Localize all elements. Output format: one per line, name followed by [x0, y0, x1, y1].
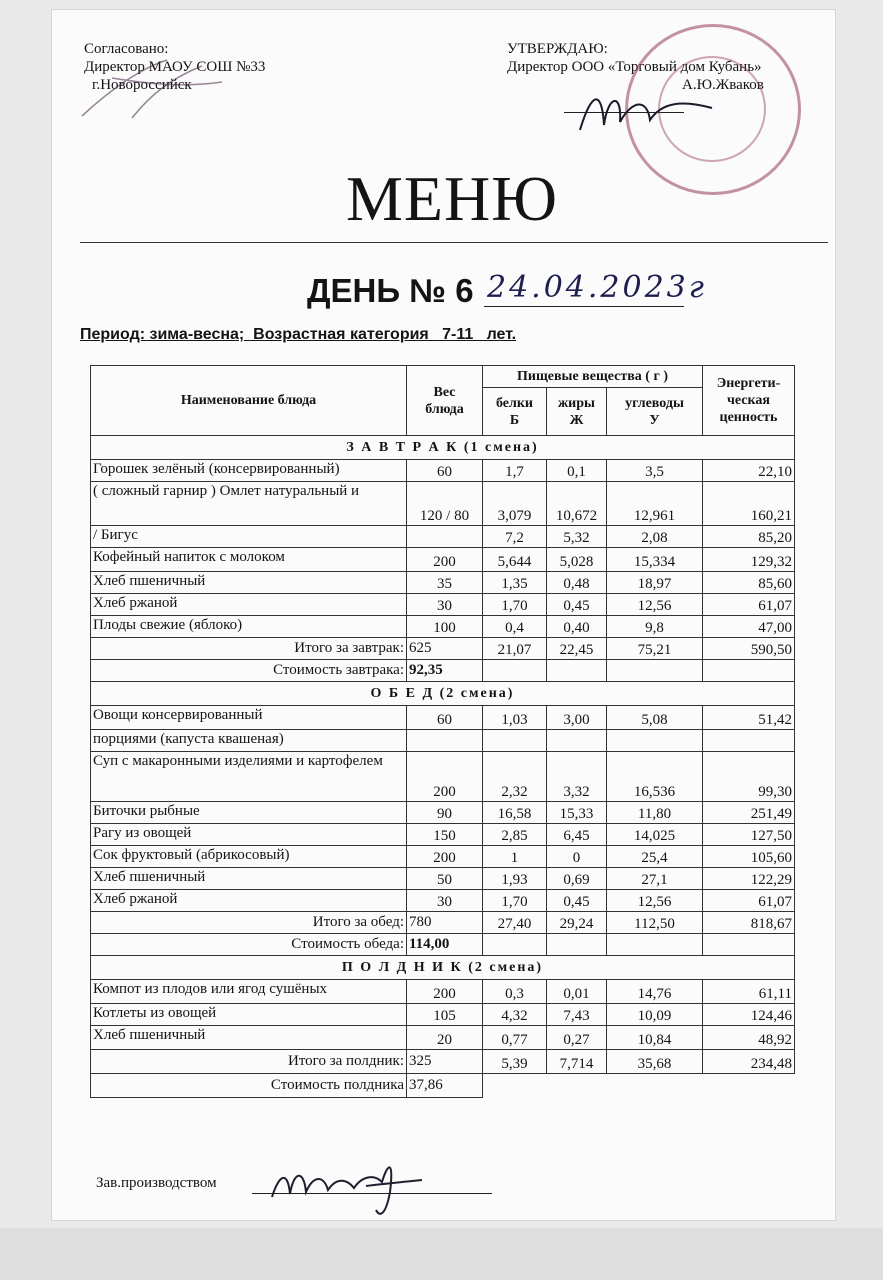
- table-row: [91, 846, 795, 868]
- header-carbs-line2: У: [649, 412, 660, 428]
- lunch-cost-row: [91, 934, 795, 956]
- snack-total-energy: 234,48: [703, 1050, 795, 1074]
- breakfast-cost-value: 92,35: [407, 660, 483, 682]
- day-date-underline: [484, 306, 684, 307]
- dish-weight: 35: [407, 572, 483, 594]
- header-protein-line1: белки: [495, 395, 534, 411]
- dish-weight: 100: [407, 616, 483, 638]
- lunch-rows: [91, 706, 795, 912]
- dish-carbs: 25,4: [607, 846, 703, 868]
- header-carbs: [607, 388, 703, 436]
- dish-energy: 129,32: [703, 548, 795, 572]
- dish-protein: 0,3: [483, 980, 547, 1004]
- header-fat: [547, 388, 607, 436]
- period-line: Период: зима-весна; Возрастная категория 7-11 лет.: [80, 326, 517, 343]
- header-fat-line1: жиры: [558, 395, 595, 411]
- dish-carbs: 12,961: [607, 482, 703, 526]
- dish-fat: 15,33: [547, 802, 607, 824]
- dish-fat: 7,43: [547, 1004, 607, 1026]
- dish-name: Овощи консервированный: [91, 706, 407, 730]
- header-energy-line2: ческая: [727, 393, 770, 408]
- header-dish-name: Наименование блюда: [91, 366, 407, 436]
- breakfast-total-carbs: 75,21: [607, 638, 703, 660]
- snack-total-weight: 325: [407, 1050, 483, 1074]
- section-title-snack: П О Л Д Н И К (2 смена): [91, 956, 795, 980]
- lunch-cost-label: Стоимость обеда:: [91, 934, 407, 956]
- table-row: [91, 1004, 795, 1026]
- approval-right-line2: Директор ООО «Торговый дом Кубань»: [507, 59, 762, 75]
- dish-protein: 5,644: [483, 548, 547, 572]
- snack-total-row: [91, 1050, 795, 1074]
- dish-name: Биточки рыбные: [91, 802, 407, 824]
- dish-energy: 61,07: [703, 890, 795, 912]
- dish-protein: 2,32: [483, 752, 547, 802]
- dish-energy: 105,60: [703, 846, 795, 868]
- dish-energy: 51,42: [703, 706, 795, 730]
- dish-weight: [407, 730, 483, 752]
- section-row-snack: [91, 956, 795, 980]
- header-fat-line2: Ж: [569, 412, 584, 428]
- dish-weight: 200: [407, 980, 483, 1004]
- dish-carbs: 14,76: [607, 980, 703, 1004]
- dish-weight: 60: [407, 460, 483, 482]
- header-energy-line3: ценность: [719, 410, 778, 425]
- dish-name: Хлеб пшеничный: [91, 868, 407, 890]
- header-energy-line1: Энергети-: [716, 376, 781, 391]
- table-row: [91, 548, 795, 572]
- header-weight: [407, 366, 483, 436]
- header-nutrients: Пищевые вещества ( г ): [483, 366, 703, 388]
- breakfast-total-weight: 625: [407, 638, 483, 660]
- snack-total-fat: 7,714: [547, 1050, 607, 1074]
- dish-name: ( сложный гарнир ) Омлет натуральный и: [91, 482, 407, 526]
- page-title: МЕНЮ: [346, 163, 558, 234]
- table-row: [91, 526, 795, 548]
- dish-carbs: 11,80: [607, 802, 703, 824]
- dish-weight: 200: [407, 846, 483, 868]
- header-weight-line2: блюда: [425, 401, 464, 417]
- dish-fat: 0,69: [547, 868, 607, 890]
- header-carbs-line1: углеводы: [625, 395, 684, 411]
- dish-protein: 1: [483, 846, 547, 868]
- dish-carbs: 2,08: [607, 526, 703, 548]
- dish-protein: 0,4: [483, 616, 547, 638]
- approval-left-line2: Директор МАОУ СОШ №33: [84, 59, 266, 75]
- dish-carbs: [607, 730, 703, 752]
- snack-cost-label: Стоимость полдника: [91, 1074, 407, 1098]
- dish-energy: 99,30: [703, 752, 795, 802]
- dish-weight: 120 / 80: [407, 482, 483, 526]
- header-protein: [483, 388, 547, 436]
- table-row: [91, 616, 795, 638]
- dish-name: Кофейный напиток с молоком: [91, 548, 407, 572]
- breakfast-total-row: [91, 638, 795, 660]
- dish-energy: 61,07: [703, 594, 795, 616]
- dish-protein: 4,32: [483, 1004, 547, 1026]
- dish-weight: [407, 526, 483, 548]
- breakfast-cost-label: Стоимость завтрака:: [91, 660, 407, 682]
- snack-cost-row: [91, 1074, 795, 1098]
- dish-protein: 16,58: [483, 802, 547, 824]
- breakfast-total-protein: 21,07: [483, 638, 547, 660]
- dish-weight: 150: [407, 824, 483, 846]
- dish-name: Сок фруктовый (абрикосовый): [91, 846, 407, 868]
- lunch-total-carbs: 112,50: [607, 912, 703, 934]
- lunch-total-row: [91, 912, 795, 934]
- dish-weight: 105: [407, 1004, 483, 1026]
- dish-weight: 30: [407, 890, 483, 912]
- approval-right-line1: УТВЕРЖДАЮ:: [507, 41, 608, 57]
- snack-cost-value: 37,86: [407, 1074, 483, 1098]
- lunch-total-label: Итого за обед:: [91, 912, 407, 934]
- dish-protein: 7,2: [483, 526, 547, 548]
- lunch-total-protein: 27,40: [483, 912, 547, 934]
- dish-protein: 2,85: [483, 824, 547, 846]
- dish-weight: 200: [407, 548, 483, 572]
- dish-carbs: 18,97: [607, 572, 703, 594]
- production-manager-signature: [262, 1152, 432, 1220]
- approval-left-line1: Согласовано:: [84, 41, 169, 57]
- dish-fat: 10,672: [547, 482, 607, 526]
- dish-energy: 160,21: [703, 482, 795, 526]
- snack-total-carbs: 35,68: [607, 1050, 703, 1074]
- header-energy: [703, 366, 795, 436]
- dish-fat: 0: [547, 846, 607, 868]
- breakfast-total-fat: 22,45: [547, 638, 607, 660]
- dish-protein: 1,93: [483, 868, 547, 890]
- breakfast-total-energy: 590,50: [703, 638, 795, 660]
- dish-carbs: 10,09: [607, 1004, 703, 1026]
- dish-fat: [547, 730, 607, 752]
- breakfast-total-label: Итого за завтрак:: [91, 638, 407, 660]
- dish-fat: 0,01: [547, 980, 607, 1004]
- header-protein-line2: Б: [509, 412, 520, 428]
- dish-fat: 0,1: [547, 460, 607, 482]
- table-header-row: [91, 366, 795, 388]
- dish-protein: 1,70: [483, 594, 547, 616]
- table-row: [91, 706, 795, 730]
- dish-weight: 50: [407, 868, 483, 890]
- dish-name: Суп с макаронными изделиями и картофелем: [91, 752, 407, 802]
- table-row: [91, 482, 795, 526]
- menu-table: [90, 365, 795, 1098]
- dish-fat: 0,27: [547, 1026, 607, 1050]
- snack-total-protein: 5,39: [483, 1050, 547, 1074]
- dish-fat: 3,32: [547, 752, 607, 802]
- dish-carbs: 14,025: [607, 824, 703, 846]
- dish-carbs: 12,56: [607, 890, 703, 912]
- table-row: [91, 824, 795, 846]
- title-divider: [80, 242, 828, 243]
- dish-name: Хлеб ржаной: [91, 594, 407, 616]
- dish-fat: 5,028: [547, 548, 607, 572]
- dish-energy: 22,10: [703, 460, 795, 482]
- dish-energy: 48,92: [703, 1026, 795, 1050]
- dish-fat: 3,00: [547, 706, 607, 730]
- dish-weight: 20: [407, 1026, 483, 1050]
- dish-energy: [703, 730, 795, 752]
- dish-energy: 85,60: [703, 572, 795, 594]
- dish-weight: 90: [407, 802, 483, 824]
- dish-carbs: 16,536: [607, 752, 703, 802]
- dish-energy: 122,29: [703, 868, 795, 890]
- breakfast-rows: [91, 460, 795, 638]
- dish-protein: [483, 730, 547, 752]
- dish-carbs: 10,84: [607, 1026, 703, 1050]
- dish-weight: 30: [407, 594, 483, 616]
- dish-energy: 251,49: [703, 802, 795, 824]
- table-row: [91, 730, 795, 752]
- dish-energy: 61,11: [703, 980, 795, 1004]
- breakfast-cost-row: [91, 660, 795, 682]
- header-weight-line1: Вес: [433, 384, 456, 400]
- dish-protein: 1,7: [483, 460, 547, 482]
- dish-energy: 124,46: [703, 1004, 795, 1026]
- dish-name: Хлеб ржаной: [91, 890, 407, 912]
- menu-sheet: [52, 10, 835, 1220]
- section-row-lunch: [91, 682, 795, 706]
- dish-name: / Бигус: [91, 526, 407, 548]
- dish-name: Хлеб пшеничный: [91, 1026, 407, 1050]
- table-row: [91, 594, 795, 616]
- page-edge-shadow: [0, 1228, 883, 1280]
- left-approval-signature: [72, 48, 252, 128]
- dish-carbs: 12,56: [607, 594, 703, 616]
- dish-protein: 1,35: [483, 572, 547, 594]
- section-title-lunch: О Б Е Д (2 смена): [91, 682, 795, 706]
- dish-name: порциями (капуста квашеная): [91, 730, 407, 752]
- dish-name: Рагу из овощей: [91, 824, 407, 846]
- dish-fat: 0,40: [547, 616, 607, 638]
- production-manager-label: Зав.производством: [96, 1175, 217, 1191]
- table-row: [91, 752, 795, 802]
- dish-carbs: 3,5: [607, 460, 703, 482]
- dish-energy: 127,50: [703, 824, 795, 846]
- approval-left-line3: г.Новороссийск: [92, 77, 192, 93]
- dish-protein: 1,03: [483, 706, 547, 730]
- dish-weight: 60: [407, 706, 483, 730]
- section-title-breakfast: З А В Т Р А К (1 смена): [91, 436, 795, 460]
- dish-name: Плоды свежие (яблоко): [91, 616, 407, 638]
- dish-protein: 1,70: [483, 890, 547, 912]
- dish-protein: 3,079: [483, 482, 547, 526]
- dish-fat: 0,48: [547, 572, 607, 594]
- approval-right-signer: А.Ю.Жваков: [682, 77, 764, 93]
- dish-fat: 5,32: [547, 526, 607, 548]
- dish-carbs: 15,334: [607, 548, 703, 572]
- lunch-total-weight: 780: [407, 912, 483, 934]
- dish-name: Хлеб пшеничный: [91, 572, 407, 594]
- table-row: [91, 802, 795, 824]
- dish-protein: 0,77: [483, 1026, 547, 1050]
- dish-fat: 6,45: [547, 824, 607, 846]
- dish-name: Горошек зелёный (консервированный): [91, 460, 407, 482]
- dish-energy: 47,00: [703, 616, 795, 638]
- dish-energy: 85,20: [703, 526, 795, 548]
- day-number: ДЕНЬ № 6: [307, 272, 474, 309]
- table-row: [91, 980, 795, 1004]
- lunch-total-fat: 29,24: [547, 912, 607, 934]
- table-row: [91, 890, 795, 912]
- dish-fat: 0,45: [547, 594, 607, 616]
- dish-weight: 200: [407, 752, 483, 802]
- dish-name: Компот из плодов или ягод сушёных: [91, 980, 407, 1004]
- dish-carbs: 27,1: [607, 868, 703, 890]
- table-row: [91, 572, 795, 594]
- table-row: [91, 868, 795, 890]
- section-row-breakfast: [91, 436, 795, 460]
- director-signature: [572, 80, 722, 140]
- lunch-cost-value: 114,00: [407, 934, 483, 956]
- day-date: 24.04.2023г: [487, 270, 707, 305]
- dish-carbs: 5,08: [607, 706, 703, 730]
- dish-name: Котлеты из овощей: [91, 1004, 407, 1026]
- snack-rows: [91, 980, 795, 1050]
- dish-carbs: 9,8: [607, 616, 703, 638]
- lunch-total-energy: 818,67: [703, 912, 795, 934]
- table-row: [91, 1026, 795, 1050]
- dish-fat: 0,45: [547, 890, 607, 912]
- snack-total-label: Итого за полдник:: [91, 1050, 407, 1074]
- table-row: [91, 460, 795, 482]
